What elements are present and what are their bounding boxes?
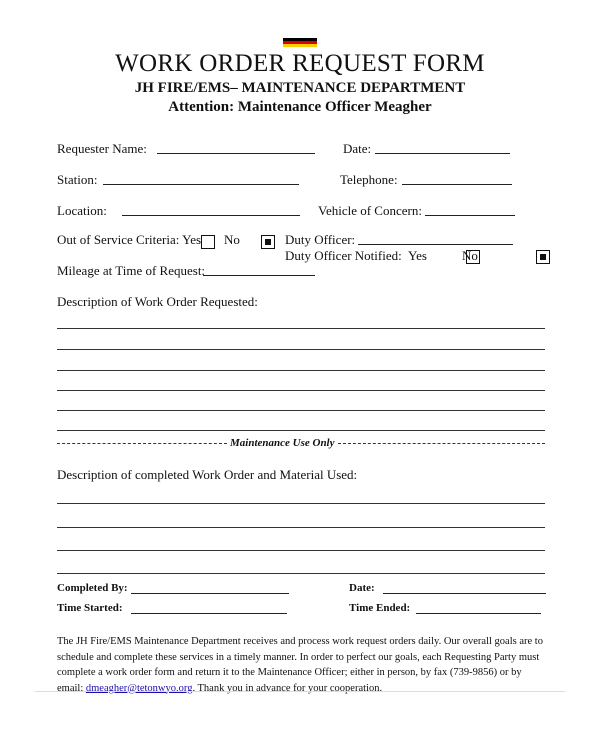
location-label: Location: — [57, 203, 107, 218]
requester-name-label: Requester Name: — [57, 141, 147, 156]
description-line[interactable] — [57, 430, 545, 431]
completed-date-field[interactable] — [383, 583, 546, 594]
attention-heading: Attention: Maintenance Officer Meagher — [168, 99, 432, 115]
notified-yes-label: Yes — [408, 248, 427, 263]
duty-officer-label: Duty Officer: — [285, 232, 356, 247]
out-of-service-no-label: No — [224, 232, 240, 247]
footer-note — [57, 634, 547, 696]
divider-left — [57, 443, 227, 444]
date-field[interactable] — [375, 143, 510, 154]
time-started-label: Time Started: — [57, 602, 123, 614]
completed-line[interactable] — [57, 550, 545, 551]
vehicle-label: Vehicle of Concern: — [318, 203, 422, 218]
telephone-label: Telephone: — [340, 172, 398, 187]
completed-line[interactable] — [57, 503, 545, 504]
email-link[interactable]: dmeagher@tetonwyo.org — [85, 682, 193, 694]
completed-line[interactable] — [57, 573, 545, 574]
description-label: Description of Work Order Requested: — [57, 294, 258, 309]
bottom-divider — [35, 691, 565, 692]
description-line[interactable] — [57, 328, 545, 329]
description-line[interactable] — [57, 349, 545, 350]
description-line[interactable] — [57, 370, 545, 371]
time-ended-label: Time Ended: — [349, 602, 411, 614]
footer-thanks: . Thank you in advance for your cooperation. — [192, 682, 383, 694]
description-line[interactable] — [57, 410, 545, 411]
flag-icon — [283, 38, 317, 46]
out-of-service-yes-checkbox[interactable] — [201, 235, 215, 249]
department-heading: JH FIRE/EMS– MAINTENANCE DEPARTMENT — [134, 80, 466, 96]
divider-right — [338, 443, 545, 444]
completed-by-field[interactable] — [131, 583, 289, 594]
duty-officer-notified-label: Duty Officer Notified: — [285, 248, 402, 263]
telephone-field[interactable] — [402, 174, 512, 185]
page-title: WORK ORDER REQUEST FORM — [115, 50, 485, 77]
station-field[interactable] — [103, 174, 299, 185]
flag-stripe-gold — [283, 44, 317, 47]
vehicle-field[interactable] — [425, 205, 515, 216]
completed-date-label: Date: — [349, 582, 375, 594]
time-started-field[interactable] — [131, 603, 287, 614]
out-of-service-no-checkbox[interactable] — [261, 235, 275, 249]
notified-no-label: No — [462, 248, 478, 263]
location-field[interactable] — [122, 205, 300, 216]
mileage-field[interactable] — [203, 265, 315, 276]
requester-name-field[interactable] — [157, 143, 315, 154]
date-label: Date: — [343, 141, 372, 156]
completed-description-label: Description of completed Work Order and Material Used: — [57, 467, 358, 482]
duty-officer-field[interactable] — [358, 234, 513, 245]
completed-by-label: Completed By: — [57, 582, 128, 594]
completed-line[interactable] — [57, 527, 545, 528]
station-label: Station: — [57, 172, 98, 187]
time-ended-field[interactable] — [416, 603, 541, 614]
maintenance-use-only-label: Maintenance Use Only — [230, 437, 335, 449]
footer-text: The JH Fire/EMS Maintenance Department receives and process work request orders daily. Our overall goals are to schedule and complete these services in a timely manner. In order to perfect our goals, each Requesting Party must complete a work order form and return it to the Maintenance Officer; either in person, by fax (739-9856) or by email: — [57, 636, 543, 694]
description-line[interactable] — [57, 390, 545, 391]
mileage-label: Mileage at Time of Request: — [57, 263, 206, 278]
notified-no-checkbox[interactable] — [536, 250, 550, 264]
out-of-service-label: Out of Service Criteria: Yes — [57, 232, 202, 247]
